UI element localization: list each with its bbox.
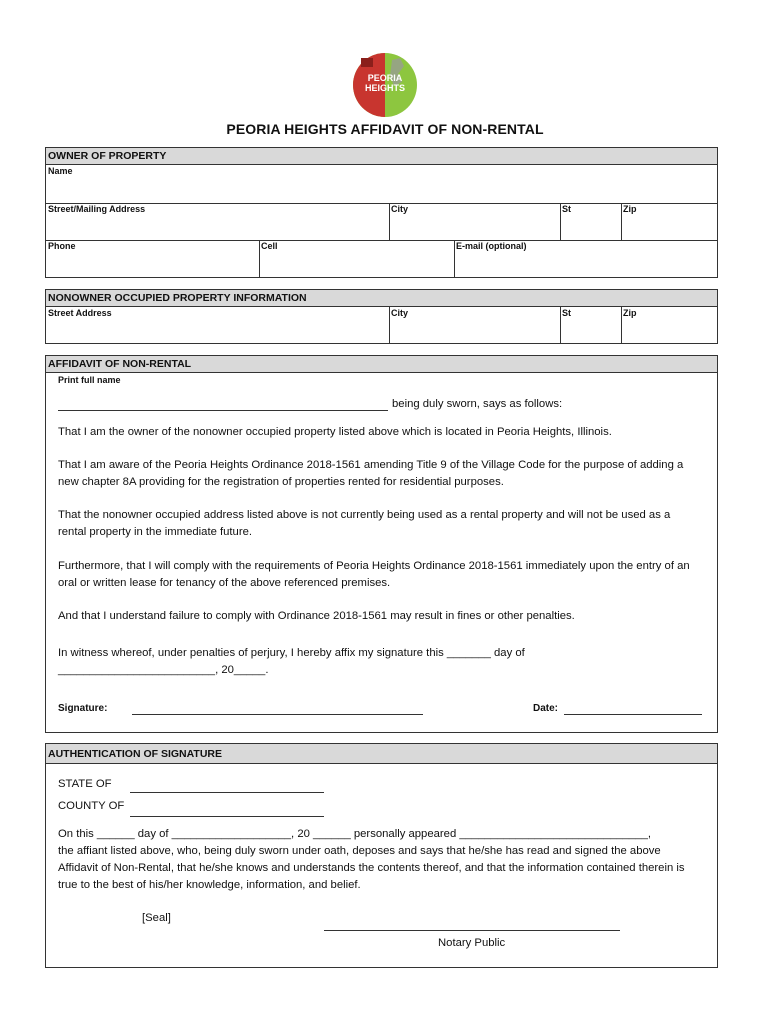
logo-line2: HEIGHTS — [364, 83, 406, 93]
county-label: COUNTY OF — [58, 800, 125, 812]
para-penalties: And that I understand failure to comply with Ordinance 2018-1561 may result in fines or other penalties. — [58, 610, 575, 622]
auth-line-3: Affidavit of Non-Rental, that he/she knows and understands the contents thereof, and that the information contained therein is — [58, 862, 685, 874]
print-name-label: Print full name — [58, 375, 121, 385]
nonowner-st-label: St — [562, 308, 571, 318]
auth-header: AUTHENTICATION OF SIGNATURE — [46, 744, 717, 764]
owner-email-field[interactable] — [455, 240, 717, 277]
owner-phone-field[interactable] — [46, 240, 259, 277]
auth-section — [45, 743, 718, 968]
affidavit-header: AFFIDAVIT OF NON-RENTAL — [46, 356, 717, 373]
signature-label: Signature: — [58, 703, 108, 714]
notary-label: Notary Public — [438, 937, 506, 949]
para-witness-2: _________________________, 20_____. — [58, 664, 269, 676]
nonowner-section — [45, 289, 718, 344]
nonowner-city-label: City — [391, 308, 409, 318]
state-label: STATE OF — [58, 778, 112, 790]
owner-cell-label: Cell — [261, 241, 278, 251]
page-title: PEORIA HEIGHTS AFFIDAVIT OF NON-RENTAL — [226, 121, 544, 137]
para-comply-1: Furthermore, that I will comply with the requirements of Peoria Heights Ordinance 2018-1561 immediately upon the entry of an — [58, 560, 690, 572]
nonowner-street-field[interactable] — [46, 307, 389, 343]
para-not-rental-2: rental property in the immediate future. — [58, 526, 253, 538]
owner-cell-field[interactable] — [260, 240, 454, 277]
peoria-heights-logo — [352, 52, 418, 118]
sworn-text: being duly sworn, says as follows: — [392, 398, 563, 410]
owner-name-field[interactable] — [46, 165, 717, 203]
nonowner-st-field[interactable] — [561, 307, 621, 343]
owner-st-label: St — [562, 204, 571, 214]
nonowner-city-field[interactable] — [390, 307, 560, 343]
print-name-line[interactable] — [58, 410, 388, 411]
para-ordinance-1: That I am aware of the Peoria Heights Ordinance 2018-1561 amending Title 9 of the Village Code for the purpose of adding a — [58, 459, 684, 471]
state-line[interactable] — [130, 792, 324, 793]
nonowner-header: NONOWNER OCCUPIED PROPERTY INFORMATION — [46, 290, 717, 307]
owner-zip-field[interactable] — [622, 203, 717, 240]
owner-city-field[interactable] — [390, 203, 560, 240]
logo-line1: PEORIA — [367, 73, 403, 83]
date-label: Date: — [533, 703, 559, 714]
signature-line[interactable] — [132, 714, 423, 715]
owner-street-label: Street/Mailing Address — [48, 204, 146, 214]
owner-phone-label: Phone — [48, 241, 76, 251]
auth-line-4: true to the best of his/her knowledge, information, and belief. — [58, 879, 361, 891]
owner-city-label: City — [391, 204, 409, 214]
owner-header: OWNER OF PROPERTY — [46, 148, 717, 165]
para-owner: That I am the owner of the nonowner occupied property listed above which is located in Peoria Heights, Illinois. — [58, 426, 612, 438]
owner-email-label: E-mail (optional) — [456, 241, 527, 251]
owner-section — [45, 147, 718, 278]
owner-st-field[interactable] — [561, 203, 621, 240]
affidavit-section — [45, 355, 718, 733]
para-not-rental-1: That the nonowner occupied address listed above is not currently being used as a rental property and will not be used as a — [58, 509, 671, 521]
date-line[interactable] — [564, 714, 702, 715]
owner-zip-label: Zip — [623, 204, 637, 214]
owner-name-label: Name — [48, 166, 73, 176]
owner-street-field[interactable] — [46, 203, 389, 240]
county-line[interactable] — [130, 816, 324, 817]
nonowner-street-label: Street Address — [48, 308, 112, 318]
nonowner-zip-label: Zip — [623, 308, 637, 318]
notary-signature-line[interactable] — [324, 930, 620, 931]
auth-line-2: the affiant listed above, who, being duly sworn under oath, deposes and says that he/she has read and signed the above — [58, 845, 661, 857]
auth-line-1: On this ______ day of ___________________, 20 ______ personally appeared ______________________________, — [58, 828, 651, 840]
nonowner-zip-field[interactable] — [622, 307, 717, 343]
para-ordinance-2: new chapter 8A providing for the registration of properties rented for residential purposes. — [58, 476, 504, 488]
seal-label: [Seal] — [142, 912, 171, 924]
para-witness-1: In witness whereof, under penalties of perjury, I hereby affix my signature this _______ day of — [58, 647, 525, 659]
para-comply-2: oral or written lease for tenancy of the above referenced premises. — [58, 577, 391, 589]
